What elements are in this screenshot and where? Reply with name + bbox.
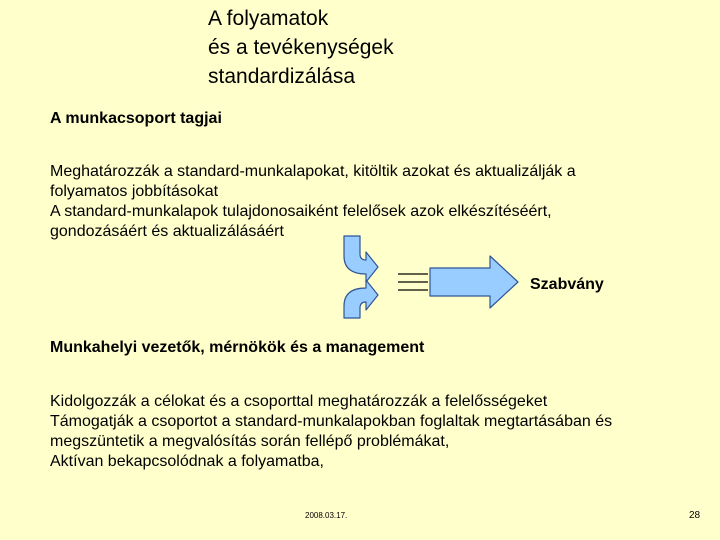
managers-line-3: megszüntetik a megvalósítás során fellépő problémákat, — [50, 433, 450, 450]
title-line-3: standardizálása — [208, 65, 356, 88]
standard-flow-diagram — [330, 232, 530, 322]
slide-title — [208, 4, 394, 91]
curved-arrow-bottom-icon — [344, 280, 378, 318]
managers-line-1: Kidolgozzák a célokat és a csoporttal meghatározzák a felelősségeket — [50, 393, 548, 410]
team-members-text — [50, 162, 576, 242]
managers-text — [50, 392, 612, 472]
section-heading-managers: Munkahelyi vezetők, mérnökök és a management — [50, 339, 425, 356]
footer-date: 2008.03.17. — [305, 511, 348, 520]
managers-line-2: Támogatják a csoportot a standard-munkalapokban foglaltak megtartásában és — [50, 413, 613, 430]
team-members-line-1: Meghatározzák a standard-munkalapokat, kitöltik azokat és aktualizálják a — [50, 163, 576, 180]
title-line-2: és a tevékenységek — [208, 36, 394, 59]
section-heading-team-members: A munkacsoport tagjai — [50, 110, 222, 127]
team-members-line-4: gondozásáért és aktualizálásáért — [50, 223, 284, 240]
standard-label: Szabvány — [530, 276, 604, 293]
page-number: 28 — [689, 510, 701, 521]
block-arrow-right-icon — [430, 256, 518, 308]
title-line-1: A folyamatok — [208, 7, 329, 30]
curved-arrow-top-icon — [344, 236, 378, 282]
managers-line-4: Aktívan bekapcsolódnak a folyamatba, — [50, 453, 324, 470]
team-members-line-2: folyamatos jobbításokat — [50, 183, 219, 200]
team-members-line-3: A standard-munkalapok tulajdonosaiként felelősek azok elkészítéséért, — [50, 203, 552, 220]
